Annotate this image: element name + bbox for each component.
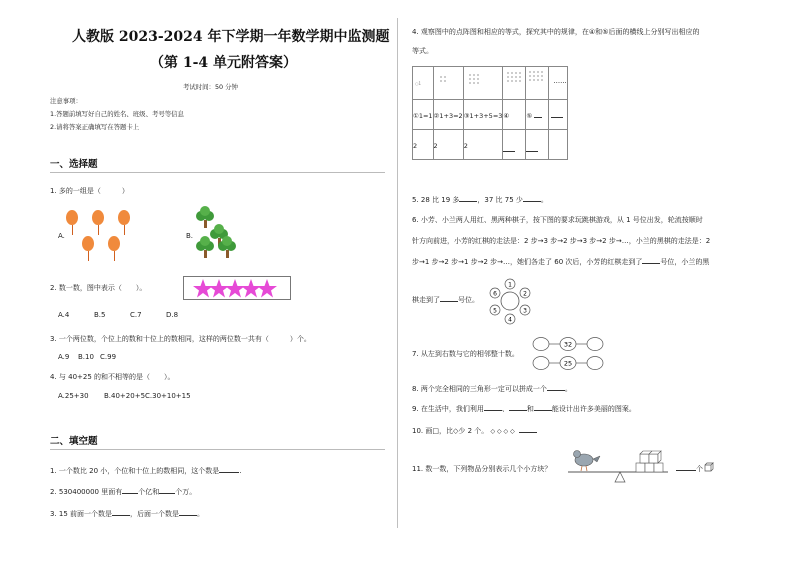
fill-q5: 5. 28 比 19 多 ，37 比 75 少 。 (412, 196, 548, 204)
balance-scale-picture (568, 446, 672, 490)
fill-q2: 2. 530400000 里面有 个亿和 个万。 (50, 488, 197, 496)
q4-option-a: A.25+30 (58, 392, 89, 400)
svg-text:1: 1 (508, 281, 512, 289)
answer-blank[interactable] (219, 472, 239, 473)
pattern-continue: ...... (553, 77, 567, 85)
q2-option-d: D.8 (166, 311, 179, 319)
answer-blank[interactable] (642, 263, 660, 264)
answer-blank[interactable] (676, 470, 696, 471)
fill-q8: 8. 两个完全相同的三角形一定可以拼成一个 。 (412, 385, 572, 393)
fill-q4-stem-2: 等式。 (412, 47, 433, 55)
note-2: 2.请将答案正确填写在答题卡上 (50, 123, 140, 131)
balloon (92, 210, 104, 225)
dot-pattern-table (412, 66, 568, 160)
position-6 (490, 288, 500, 298)
trees-picture (192, 206, 242, 260)
position-5 (490, 305, 500, 315)
q1-option-a: A. (58, 232, 65, 240)
equation-5-label: ⑤ (526, 112, 533, 120)
position-1 (505, 279, 515, 289)
balloon (66, 210, 78, 225)
answer-blank[interactable] (122, 493, 138, 494)
dot-grid-icon (434, 67, 456, 97)
answer-blank[interactable] (112, 515, 130, 516)
q2-stem: 2. 数一数，图中表示（ ）。 (50, 284, 147, 292)
pigeon-icon (574, 451, 601, 472)
column-divider (397, 18, 398, 528)
fill-q3: 3. 15 前面一个数是 ，后面一个数是 。 (50, 510, 205, 518)
answer-blank[interactable] (440, 301, 458, 302)
pattern-cell-1: ○1 (415, 81, 422, 86)
answer-blank[interactable] (523, 201, 541, 202)
note-1: 1.答题前填写好自己的姓名、班级、考号等信息 (50, 110, 184, 118)
exam-time: 考试时间：50 分钟 (183, 83, 238, 91)
answer-blank[interactable] (534, 410, 552, 411)
q1-option-b: B. (186, 232, 194, 240)
fill-q6-line-2: 针方向前进，小芳的红棋的走法是：2 步→3 步→2 步→3 步→2 步→…，小兰的黑棋的走法是：2 (412, 237, 711, 245)
tree-icon (196, 206, 214, 228)
answer-oval (533, 338, 549, 351)
q2-option-a: A.4 (58, 311, 70, 319)
balloon (118, 210, 130, 225)
q3-option-a: A.9 (58, 353, 70, 361)
svg-text:3: 3 (523, 307, 527, 315)
section-1-rule (50, 172, 385, 173)
position-2 (520, 288, 530, 298)
fill-q10: 10. 画□，比◇少 2 个。 ◇ ◇ ◇ ◇ (412, 426, 537, 436)
equation-3-result: 2 (463, 142, 468, 150)
answer-blank[interactable] (459, 201, 477, 202)
section-2-title: 二、填空题 (50, 436, 98, 447)
fill-q6-line-3: 步→1 步→2 步→1 步→2 步→…，她们各走了 60 次后，小芳的红棋走到了 号位，小兰的黑 (412, 258, 710, 266)
answer-blank[interactable] (503, 151, 515, 152)
svg-text:2: 2 (523, 290, 527, 298)
position-ring (488, 277, 532, 325)
number-25: 25 (563, 359, 573, 368)
cube-stack-icon (636, 451, 663, 472)
fulcrum-icon (615, 472, 625, 482)
exam-subtitle: （第 1-4 单元附答案） (150, 55, 298, 71)
q3-stem: 3. 一个两位数，个位上的数和十位上的数相同，这样的两位数一共有（ ）个。 (50, 335, 311, 343)
equation-3: ③1+3+5=3 (463, 112, 503, 120)
answer-blank[interactable] (547, 390, 565, 391)
svg-text:4: 4 (508, 316, 512, 324)
q2-option-c: C.7 (130, 311, 142, 319)
answer-blank[interactable] (159, 493, 175, 494)
svg-text:6: 6 (493, 290, 497, 298)
answer-blank[interactable] (519, 432, 537, 433)
neighbor-tens-diagram (530, 334, 606, 374)
equation-1-result: 2 (413, 142, 418, 150)
fill-q1: 1. 一个数比 20 小，个位和十位上的数相同，这个数是 . (50, 467, 242, 475)
position-4 (505, 314, 515, 324)
q1-stem: 1. 多的一组是（ ） (50, 187, 129, 195)
balloon (82, 236, 94, 251)
dot-grid-icon (464, 67, 486, 97)
answer-oval (587, 338, 603, 351)
q2-option-b: B.5 (94, 311, 106, 319)
dot-grid-icon (503, 67, 525, 97)
fill-q7: 7. 从左到右数与它的相邻整十数。 (412, 350, 519, 358)
answer-oval (587, 357, 603, 370)
balloon (108, 236, 120, 251)
position-3 (520, 305, 530, 315)
equation-1: ①1=1 (413, 112, 433, 120)
fill-q9: 9. 在生活中，我们利用 、 和 能设计出许多美丽的图案。 (412, 405, 636, 413)
balloons-picture (62, 208, 142, 260)
number-32: 32 (563, 340, 573, 349)
svg-text:5: 5 (493, 307, 497, 315)
q3-option-b: B.10 (78, 353, 94, 361)
tree-icon (196, 236, 214, 258)
answer-blank[interactable] (509, 410, 527, 411)
fill-q6-line-1: 6. 小芳、小兰两人用红、黑两种棋子，按下图的要求玩跳棋游戏，从 1 号位出发，轮流按顺时 (412, 216, 703, 224)
answer-blank[interactable] (179, 515, 197, 516)
equation-2: ②1+3=2 (433, 112, 463, 120)
fill-q6-line-4: 棋走到了 号位。 (412, 296, 479, 304)
fill-q11: 11. 数一数，下列物品分别表示几个小方块？ (412, 465, 552, 473)
exam-title: 人教版 2023-2024 年下学期一年数学期中监测题 (72, 29, 390, 45)
answer-blank[interactable] (534, 117, 542, 118)
fill-q11-answer: 个 (676, 464, 703, 474)
q4-stem: 4. 与 40+25 的和不相等的是（ ）。 (50, 373, 175, 381)
answer-blank[interactable] (526, 151, 538, 152)
fill-q4-stem-1: 4. 观察图中的点阵图和相应的等式，探究其中的规律，在④和⑤后面的横线上分别写出相应的 (412, 28, 700, 36)
equation-2-result: 2 (433, 142, 438, 150)
diamond-icons: ◇ ◇ ◇ ◇ (490, 428, 515, 435)
stars-picture (183, 276, 291, 300)
dot-grid-icon (526, 67, 548, 97)
q3-option-c: C.99 (100, 353, 117, 361)
notes-heading: 注意事项： (50, 97, 82, 105)
answer-oval (533, 357, 549, 370)
answer-blank[interactable] (551, 117, 563, 118)
q4-option-c: C.30+10+15 (145, 392, 191, 400)
section-1-title: 一、选择题 (50, 159, 98, 170)
q4-option-b: B.40+20+5 (104, 392, 146, 400)
answer-blank[interactable] (484, 410, 502, 411)
cube-icon (703, 461, 715, 473)
section-2-rule (50, 449, 385, 450)
equation-4-label: ④ (503, 112, 510, 120)
